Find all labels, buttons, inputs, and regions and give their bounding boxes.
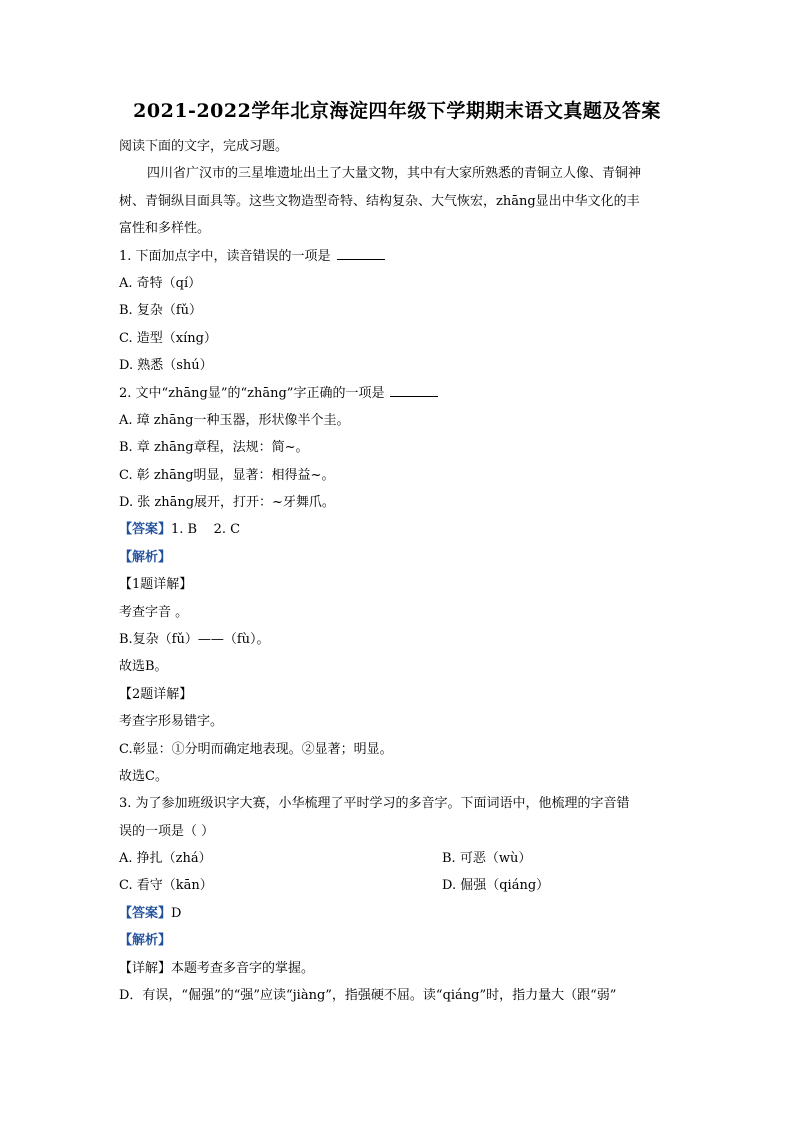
question-2-stem [119, 384, 438, 404]
instruction: 阅读下面的文字，完成习题。 [119, 139, 289, 154]
passage-line-3: 富性和多样性。 [119, 221, 211, 236]
analysis-tag: 【解析】 [119, 550, 172, 565]
answer-1-2 [119, 520, 240, 540]
answer-blank [337, 247, 385, 260]
page-title: 2021-2022学年北京海淀四年级下学期期末语文真题及答案 [133, 100, 661, 122]
question-3-stem-line-1: 3. 为了参加班级识字大赛，小华梳理了平时学习的多音字。下面词语中，他梳理的字音错 [119, 796, 630, 811]
analysis-3-tag: 【解析】 [119, 933, 172, 948]
detail-3 [119, 959, 314, 979]
question-2-option-b: B. 章 zhāng章程，法规：简~。 [119, 440, 309, 455]
q1-detail-line-3: 故选B。 [119, 659, 168, 674]
question-1-option-c: C. 造型（xíng） [119, 331, 217, 346]
question-3-option-d: D. 倔强（qiáng） [442, 878, 550, 893]
question-3-option-a: A. 挣扎（zhá） [119, 851, 212, 866]
passage-line-1: 四川省广汉市的三星堆遗址出土了大量文物，其中有大家所熟悉的青铜立人像、青铜神 [147, 166, 642, 181]
q2-detail-line-1: 考查字形易错字。 [119, 714, 224, 729]
q1-detail-tag: 【1题详解】 [119, 577, 193, 592]
question-1-text: 1. 下面加点字中，读音错误的一项是 [119, 249, 331, 264]
question-2-option-c: C. 彰 zhāng明显，显著：相得益~。 [119, 468, 335, 483]
question-1-stem [119, 247, 385, 267]
question-2-option-d: D. 张 zhāng展开，打开：~牙舞爪。 [119, 495, 335, 510]
answer-tag: 【答案】 [119, 522, 172, 537]
answer-3 [119, 904, 181, 924]
question-1-option-d: D. 熟悉（shú） [119, 358, 213, 373]
q2-detail-line-3: 故选C。 [119, 769, 168, 784]
passage-line-2: 树、青铜纵目面具等。这些文物造型奇特、结构复杂、大气恢宏，zhāng显出中华文化的丰 [119, 194, 640, 209]
detail-tag: 【详解】 [119, 961, 172, 976]
detail-3-line: D．有误，“倔强”的“强”应读“jiàng”，指强硬不屈。读“qiáng”时，指力量大（跟“弱” [119, 988, 617, 1003]
question-3-option-b: B. 可恶（wù） [442, 851, 532, 866]
question-1-option-b: B. 复杂（fǔ） [119, 303, 203, 318]
answer-blank [390, 384, 438, 397]
q1-detail-line-2: B.复杂（fǔ）——（fù）。 [119, 632, 270, 647]
answer-text: 1. B 2. C [171, 522, 241, 537]
answer-tag: 【答案】 [119, 906, 172, 921]
question-2-option-a: A. 璋 zhāng一种玉器，形状像半个圭。 [119, 413, 350, 428]
detail-text: 本题考查多音字的掌握。 [171, 961, 315, 976]
question-3-stem-line-2: 误的一项是（ ） [119, 824, 215, 839]
q2-detail-tag: 【2题详解】 [119, 687, 193, 702]
question-2-text: 2. 文中“zhāng显”的“zhāng”字正确的一项是 [119, 386, 385, 401]
q1-detail-line-1: 考查字音 。 [119, 605, 189, 620]
question-3-option-c: C. 看守（kān） [119, 878, 213, 893]
question-1-option-a: A. 奇特（qí） [119, 276, 202, 291]
answer-text: D [171, 906, 182, 921]
q2-detail-line-2: C.彰显：①分明而确定地表现。②显著；明显。 [119, 742, 393, 757]
